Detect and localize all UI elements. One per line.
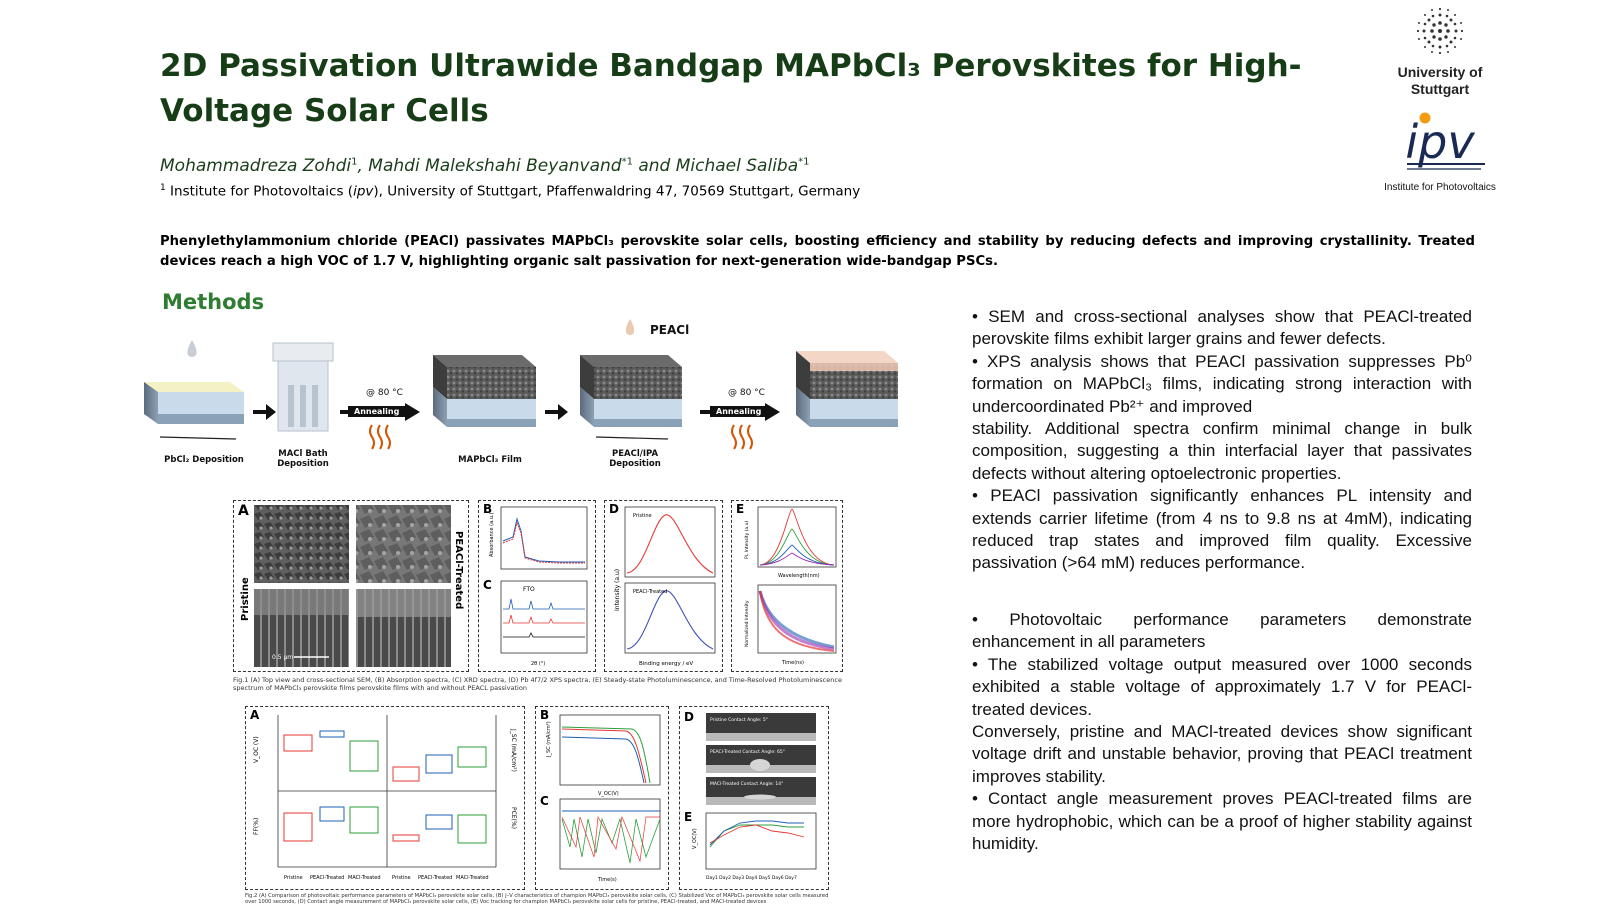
process-diagram — [140, 315, 940, 480]
temp-label-2: @ 80 °C — [728, 388, 765, 398]
authors: Mohammadreza Zohdi$^1$, Mahdi Malekshahi Beyanvand$^{*1}$ and Michael Saliba$^{*1}$ — [160, 156, 810, 176]
methods-heading: Methods — [162, 290, 265, 314]
annealing-label-1: Annealing — [348, 406, 405, 417]
affiliation: $^1$ Institute for Photovoltaics (ipv), University of Stuttgart, Pfaffenwaldring 47, 70569 Stuttgart, Germany — [160, 183, 861, 200]
peacl-label: PEACl — [650, 323, 690, 337]
svg-text:Wavelength(nm): Wavelength(nm) — [778, 573, 820, 579]
film-peacl-dep — [580, 319, 682, 439]
svg-text:2θ (°): 2θ (°) — [531, 661, 546, 667]
fig2-caption: Fig.2 (A) Comparison of photovoltaic performance parameters of MAPbCl₃ perovskite solar cells, (B) J–V characteristics of champion MAPbCl₃ perovskite solar cells, (C) Stabilized Voc of MAPbCl₃ perovskite solar cells measured over 1000 seconds, (D) Contact angle measurement of MAPbCl₃ perovskite solar cells, (E) Voc tracking for champion MAPbCl₃ perovskite solar cells for pristine, PEACl-treated, and MACl-treated devices — [245, 893, 829, 905]
fig2-panel-a — [245, 706, 525, 890]
svg-text:PEACl-Treated: PEACl-Treated — [310, 875, 345, 881]
svg-text:Pristine: Pristine — [392, 875, 411, 881]
fig1-panel-a — [233, 500, 469, 672]
fig1-panel-d — [604, 500, 723, 672]
svg-text:Day1 Day2 Day3 Day4 Day5 Day6: Day1 Day2 Day3 Day4 Day5 Day6 Day7 — [706, 876, 797, 881]
svg-text:D: D — [684, 710, 694, 724]
ipv-logo: ipv Institute for Photovoltaics — [1360, 112, 1520, 193]
university-emblem-icon — [1415, 6, 1465, 56]
ipv-logo-mark-icon — [1385, 112, 1495, 176]
arrow-1-icon — [253, 404, 276, 420]
svg-text:Binding energy / eV: Binding energy / eV — [639, 661, 694, 667]
poster-title: 2D Passivation Ultrawide Bandgap MAPbCl₃ Perovskites for High-Voltage Solar Cells — [160, 48, 1302, 129]
svg-text:V_OC (V): V_OC (V) — [253, 736, 260, 763]
bullet-xps-cont: stability. Additional spectra confirm minimal change in bulk composition, suggesting a thin interfacial layer that passivates defects without altering optoelectronic properties. — [972, 419, 1472, 483]
svg-text:MACl-Treated Contact Angle: 14: MACl-Treated Contact Angle: 14° — [710, 782, 784, 787]
bullet-pv: • Photovoltaic performance parameters demonstrate enhancement in all parameters — [972, 609, 1472, 652]
bullet-contact: • Contact angle measurement proves PEACl-treated films are more hydrophobic, which can be a proof of higher stability against humidity. — [972, 789, 1472, 853]
svg-text:Time(s): Time(s) — [598, 877, 617, 883]
svg-text:B: B — [540, 708, 550, 722]
step-label-2: MACl Bath Deposition — [277, 449, 329, 469]
arrow-3-icon — [545, 404, 568, 420]
svg-text:PEACl-Treated: PEACl-Treated — [633, 589, 668, 595]
step-label-1: PbCl₂ Deposition — [164, 455, 244, 465]
svg-text:B: B — [483, 502, 493, 516]
film-final — [796, 351, 898, 427]
bullet-sem: • SEM and cross-sectional analyses show that PEACl-treated perovskite films exhibit larger grains and fewer defects. — [972, 307, 1472, 349]
bullet-pl: • PEACl passivation significantly enhances PL intensity and extends carrier lifetime (from 4 ns to 9.8 ns at 4mM), indicating reduced trap states and improved film quality. Excessive passivation (>64 mM) reduces performance. — [972, 486, 1472, 573]
svg-text:FF(%): FF(%) — [253, 817, 260, 835]
step-label-3: MAPbCl₃ Film — [458, 455, 522, 465]
abstract: Phenylethylammonium chloride (PEACl) passivates MAPbCl₃ perovskite solar cells, boosting efficiency and stability by reducing defects and improving crystallinity. Treated devices reach a high VOC of 1.7 V, highlighting organic salt passivation for next-generation wide-bandgap PSCs. — [160, 234, 1475, 269]
svg-text:C: C — [540, 794, 549, 808]
bullet-xps: • XPS analysis shows that PEACl passivation suppresses Pb⁰ formation on MAPbCl₃ films, indicating strong interaction with undercoordinated Pb²⁺ and improved — [972, 351, 1472, 416]
temp-label-1: @ 80 °C — [366, 388, 403, 398]
svg-text:V_OC(V): V_OC(V) — [692, 828, 698, 849]
svg-text:Pristine: Pristine — [240, 577, 251, 621]
svg-text:PCE(%): PCE(%) — [510, 807, 517, 829]
svg-text:PEACl-Treated: PEACl-Treated — [453, 531, 464, 610]
results-text — [972, 306, 1472, 855]
svg-text:PEACl-Treated Contact Angle: 6: PEACl-Treated Contact Angle: 65° — [710, 750, 786, 755]
svg-text:E: E — [736, 502, 745, 516]
svg-text:Pristine: Pristine — [284, 875, 303, 881]
university-logo — [1360, 6, 1520, 98]
svg-text:Intensity (a.u): Intensity (a.u) — [614, 568, 621, 611]
svg-text:J_SC (mA/cm²): J_SC (mA/cm²) — [546, 721, 552, 757]
bullet-drift: Conversely, pristine and MACl-treated devices show significant voltage drift and unstable behavior, proving that PEACl treatment improves stability. — [972, 721, 1472, 786]
substrate-pbcl2 — [144, 340, 244, 439]
film-mapbcl3 — [433, 355, 536, 427]
svg-text:A: A — [238, 503, 249, 519]
step-label-4: PEACl/IPA Deposition — [609, 449, 661, 469]
svg-text:PL Intensity (a.u): PL Intensity (a.u) — [745, 520, 750, 559]
fig2-panel-de — [679, 706, 829, 890]
process-schematic — [140, 315, 940, 480]
svg-text:Time(ns): Time(ns) — [782, 660, 804, 666]
svg-text:ipv: ipv — [1405, 115, 1475, 169]
svg-text:MACl-Treated: MACl-Treated — [348, 875, 381, 881]
svg-text:Pristine: Pristine — [633, 513, 652, 519]
heat-icon — [370, 425, 390, 449]
svg-text:A: A — [250, 708, 260, 722]
fig1-caption: Fig.1 (A) Top view and cross-sectional SEM, (B) Absorption spectra, (C) XRD spectra, (D) Pb 4f7/2 XPS spectra, (E) Steady-state Photoluminescence, and Time-Resolved Photoluminescence spectrum of MAPbCl₃ perovskite films perovskite films with and without PEACL passivation — [233, 676, 842, 692]
heat-icon-2 — [732, 425, 752, 449]
svg-text:FTO: FTO — [523, 586, 535, 593]
svg-text:V_OC(V): V_OC(V) — [598, 791, 619, 797]
svg-text:Absorbance (a.u.): Absorbance (a.u.) — [489, 512, 495, 557]
svg-text:0.5 μm: 0.5 μm — [272, 654, 294, 661]
svg-text:E: E — [684, 810, 693, 824]
svg-text:D: D — [609, 502, 619, 516]
fig1-panel-bc — [478, 500, 596, 672]
university-name: University of Stuttgart — [1397, 64, 1483, 97]
annealing-label-2: Annealing — [710, 406, 767, 417]
svg-text:J_SC (mA/cm²): J_SC (mA/cm²) — [510, 729, 517, 772]
svg-text:MACl-Treated: MACl-Treated — [456, 875, 489, 881]
beaker-macl — [273, 343, 333, 431]
svg-text:PEACl-Treated: PEACl-Treated — [418, 875, 453, 881]
svg-text:C: C — [483, 578, 492, 592]
svg-text:Normalized Intensity: Normalized Intensity — [745, 600, 750, 647]
fig1-panel-e — [731, 500, 843, 672]
bullet-stability: • The stabilized voltage output measured over 1000 seconds exhibited a stable voltage of approximately 1.7 V for PEACl-treated devices. — [972, 654, 1472, 719]
fig2-panel-bc — [535, 706, 669, 890]
svg-text:Pristine Contact Angle: 5°: Pristine Contact Angle: 5° — [710, 718, 768, 723]
